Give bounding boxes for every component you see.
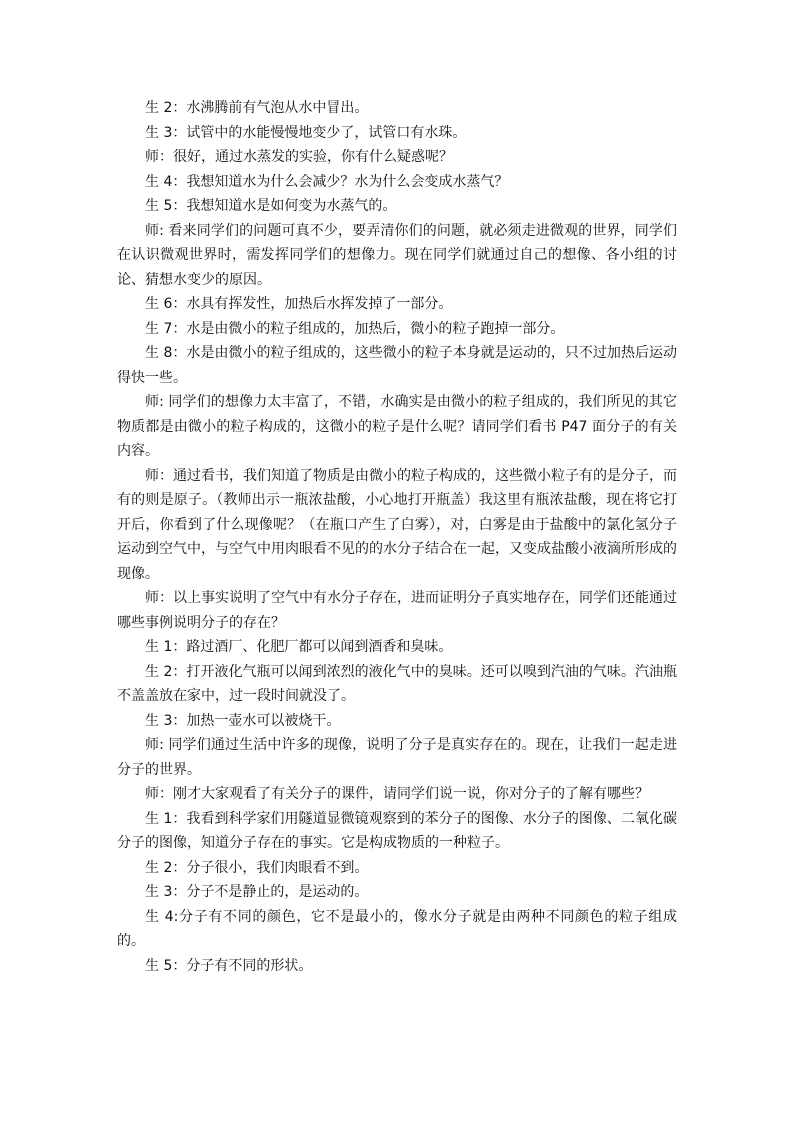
paragraph-s3-test-tube: 生 3：试管中的水能慢慢地变少了，试管口有水珠。: [145, 124, 467, 141]
paragraph-teacher-examples: 师：以上事实说明了空气中有水分子存在，进而证明分子真实地存在，同学们还能通过哪些事例说明分子的存在？: [117, 590, 677, 631]
paragraph-teacher-question: 师：很好，通过水蒸发的实验，你有什么疑惑呢？: [145, 149, 453, 165]
paragraph-s1-microscope: 生 1：我看到科学家们用隧道显微镜观察到的苯分子的图像、水分子的图像、二氧化碳分子的图像，知道分子存在的事实。它是构成物质的一种粒子。: [117, 810, 677, 851]
paragraph-s3-moving: 生 3：分子不是静止的，是运动的。: [145, 884, 369, 900]
paragraph-teacher-molecule-world: 师: 同学们通过生活中许多的现像，说明了分子是真实存在的。现在，让我们一起走进分子的世界。: [117, 737, 677, 778]
paragraph-s3-boil-dry: 生 3：加热一壶水可以被烧干。: [145, 712, 341, 729]
paragraph-teacher-micro-world: 师: 看来同学们的问题可真不少，要弄清你们的问题，就必须走进微观的世界，同学们在认识微观世界时，需发挥同学们的想像力。现在同学们就通过自己的想像、各小组的讨论、猜想水变少的原因。: [117, 222, 677, 288]
paragraph-s2-boiling-bubbles: 生 2：水沸腾前有气泡从水中冒出。: [145, 100, 369, 116]
paragraph-s5-shapes: 生 5：分子有不同的形状。: [145, 957, 313, 974]
paragraph-teacher-read-book: 师: 同学们的想像力太丰富了，不错，水确实是由微小的粒子组成的，我们所见的其它物质都是由微小的粒子构成的，这微小的粒子是什么呢？请同学们看书 P47 面分子的有关内容。: [117, 394, 677, 459]
paragraph-s5-how-vapor: 生 5：我想知道水是如何变为水蒸气的。: [145, 198, 397, 214]
document-page: [117, 96, 677, 978]
paragraph-s7-particles-escape: 生 7：水是由微小的粒子组成的，加热后，微小的粒子跑掉一部分。: [145, 320, 565, 337]
paragraph-teacher-courseware: 师：刚才大家观看了有关分子的课件，请同学们说一说，你对分子的了解有哪些？: [145, 786, 649, 802]
paragraph-s8-particles-move: 生 8：水是由微小的粒子组成的，这些微小的粒子本身就是运动的，只不过加热后运动得快一些。: [117, 345, 677, 386]
paragraph-s6-volatility: 生 6：水具有挥发性，加热后水挥发掉了一部分。: [145, 296, 453, 312]
paragraph-s2-gas-bottle: 生 2：打开液化气瓶可以闻到浓烈的液化气中的臭味。还可以嗅到汽油的气味。汽油瓶不盖盖放在家中，过一段时间就没了。: [117, 663, 677, 704]
paragraph-teacher-hydrochloric-acid: 师：通过看书，我们知道了物质是由微小的粒子构成的，这些微小粒子有的是分子，而有的则是原子。（教师出示一瓶浓盐酸，小心地打开瓶盖）我这里有瓶浓盐酸，现在将它打开后，你看到了什么现像呢？（在瓶口产生了白雾），对，白雾是由于盐酸中的氯化氢分子运动到空气中，与空气中用肉眼看不见的的水分子结合在一起，又变成盐酸小液滴所形成的现像。: [117, 467, 677, 582]
paragraph-s2-very-small: 生 2：分子很小，我们肉眼看不到。: [145, 859, 369, 876]
paragraph-s1-smell: 生 1：路过酒厂、化肥厂都可以闻到酒香和臭味。: [145, 639, 453, 655]
paragraph-s4-why-decrease: 生 4：我想知道水为什么会减少？水为什么会变成水蒸气？: [145, 173, 509, 190]
paragraph-s4-colors: 生 4:分子有不同的颜色，它不是最小的，像水分子就是由两种不同颜色的粒子组成的。: [117, 908, 677, 949]
